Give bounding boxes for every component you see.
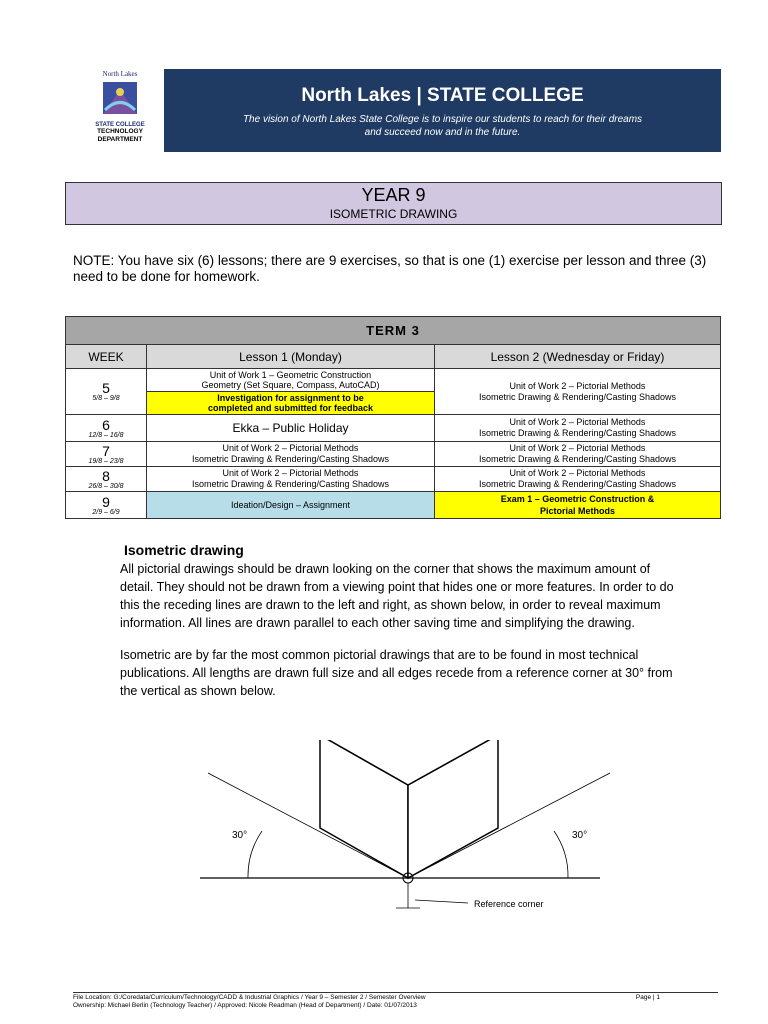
page-number: Page | 1 [635,994,660,1001]
department-line2: DEPARTMENT [97,136,143,143]
footer-file-location: File Location: G:/Coredata/Curriculum/Technology/CADD & Industrial Graphics / Year 9 – Semester 2 / Semester Overview [73,994,426,1001]
table-row [66,415,721,442]
week-cell [66,492,147,519]
footer [73,992,718,1010]
isometric-cube-diagram [200,740,620,915]
lesson1-line1: Unit of Work 2 – Pictorial Methods [222,443,359,453]
year-subtitle: ISOMETRIC DRAWING [329,207,458,221]
lesson2-line1: Unit of Work 2 – Pictorial Methods [509,468,646,478]
week-dates: 5/8 – 9/8 [92,395,120,402]
table-row [66,492,721,519]
left-angle-arc [248,831,262,878]
lesson2-line1: Unit of Work 2 – Pictorial Methods [509,443,646,453]
isometric-paragraph-2: Isometric are by far the most common pictorial drawings that are to be found in most technical publications. All lengths are drawn full size and all edges recede from a reference corner at 30° from the vertical as shown below. [120,648,673,698]
lesson1-cell [147,369,435,392]
angle-left-label: 30° [232,830,248,841]
isometric-paragraph-1: All pictorial drawings should be drawn looking on the corner that shows the maximum amount of detail. They should not be drawn from a viewing point that hides one or more features. In order to do this the receding lines are drawn to the left and right, as shown below, in order to reveal maximum information. All lines are drawn parallel to each other saving time and simplifying the drawing. [120,562,674,630]
lesson1-highlight-cell [147,392,435,415]
header-vision [164,113,721,139]
reference-corner-label: Reference corner [474,899,544,909]
lesson2-line2: Isometric Drawing & Rendering/Casting Shadows [478,479,677,489]
lesson1-cell: Ekka – Public Holiday [147,415,435,442]
lesson1-line1: Unit of Work 2 – Pictorial Methods [222,468,359,478]
lesson2-line2: Isometric Drawing & Rendering/Casting Shadows [478,391,677,402]
lesson2-cell [435,369,721,415]
vision-line2: and succeed now and in the future. [364,127,521,138]
lesson1-cell [147,467,435,492]
isometric-text [120,560,680,714]
logo-mark [95,70,145,122]
col-header-week: WEEK [66,345,147,369]
week-number: 7 [102,442,110,459]
week-dates: 2/9 – 6/9 [92,508,120,516]
college-logo [80,70,160,160]
lesson2-cell [435,467,721,492]
lesson2-line1: Exam 1 – Geometric Construction & [500,494,655,504]
year-box [65,182,722,225]
table-row [66,369,721,392]
lesson1-cell [147,442,435,467]
logo-name: North Lakes [102,70,138,78]
week-dates: 26/8 – 30/8 [88,482,124,490]
header-banner [164,69,721,152]
week-number: 9 [102,493,110,510]
header-title: North Lakes | STATE COLLEGE [301,85,584,106]
lesson2-line2: Isometric Drawing & Rendering/Casting Shadows [478,454,677,464]
col-header-lesson1: Lesson 1 (Monday) [147,345,435,369]
vision-line1: The vision of North Lakes State College is to inspire our students to reach for their dreams [242,114,643,125]
angle-right-label: 30° [572,830,588,841]
lesson2-line1: Unit of Work 2 – Pictorial Methods [509,417,646,427]
lesson2-cell [435,492,721,519]
year-title: YEAR 9 [361,185,426,205]
week-cell [66,442,147,467]
lesson2-line2: Isometric Drawing & Rendering/Casting Shadows [478,428,677,438]
lesson2-cell [435,442,721,467]
lesson1-hl-line1: Investigation for assignment to be [217,393,364,403]
lesson1-line1: Unit of Work 1 – Geometric Construction [209,370,372,380]
footer-ownership: Ownership: Michael Berlin (Technology Teacher) / Approved: Nicole Readman (Head of Department) / Date: 01/07/2013 [73,1002,417,1009]
isometric-heading: Isometric drawing [124,542,244,558]
week-cell [66,369,147,415]
lesson1-hl-line2: completed and submitted for feedback [207,403,374,413]
right-angle-arc [554,831,568,878]
table-row [66,467,721,492]
term-schedule-table [65,316,721,519]
lesson1-line2: Isometric Drawing & Rendering/Casting Shadows [191,479,390,489]
week-number: 5 [102,380,110,396]
lesson2-cell [435,415,721,442]
lesson2-line2: Pictorial Methods [539,506,615,516]
logo-college: STATE COLLEGE [95,122,145,128]
week-number: 8 [102,467,110,484]
week-dates: 12/8 – 16/8 [88,431,124,439]
lesson2-line1: Unit of Work 2 – Pictorial Methods [509,380,646,391]
week-cell [66,467,147,492]
note-text: NOTE: You have six (6) lessons; there are 9 exercises, so that is one (1) exercise per lesson and three (3) need to be done for homework. [73,253,707,284]
lesson1-line2: Geometry (Set Square, Compass, AutoCAD) [201,380,380,390]
table-row [66,442,721,467]
week-dates: 19/8 – 23/8 [88,457,124,465]
week-cell [66,415,147,442]
lesson1-line2: Isometric Drawing & Rendering/Casting Shadows [191,454,390,464]
lesson1-cell: Ideation/Design – Assignment [147,492,435,519]
week-number: 6 [102,416,110,433]
department-line1: TECHNOLOGY [97,128,143,135]
term-title: TERM 3 [66,317,721,345]
col-header-lesson2: Lesson 2 (Wednesday or Friday) [435,345,721,369]
reference-leader-line [415,900,468,903]
